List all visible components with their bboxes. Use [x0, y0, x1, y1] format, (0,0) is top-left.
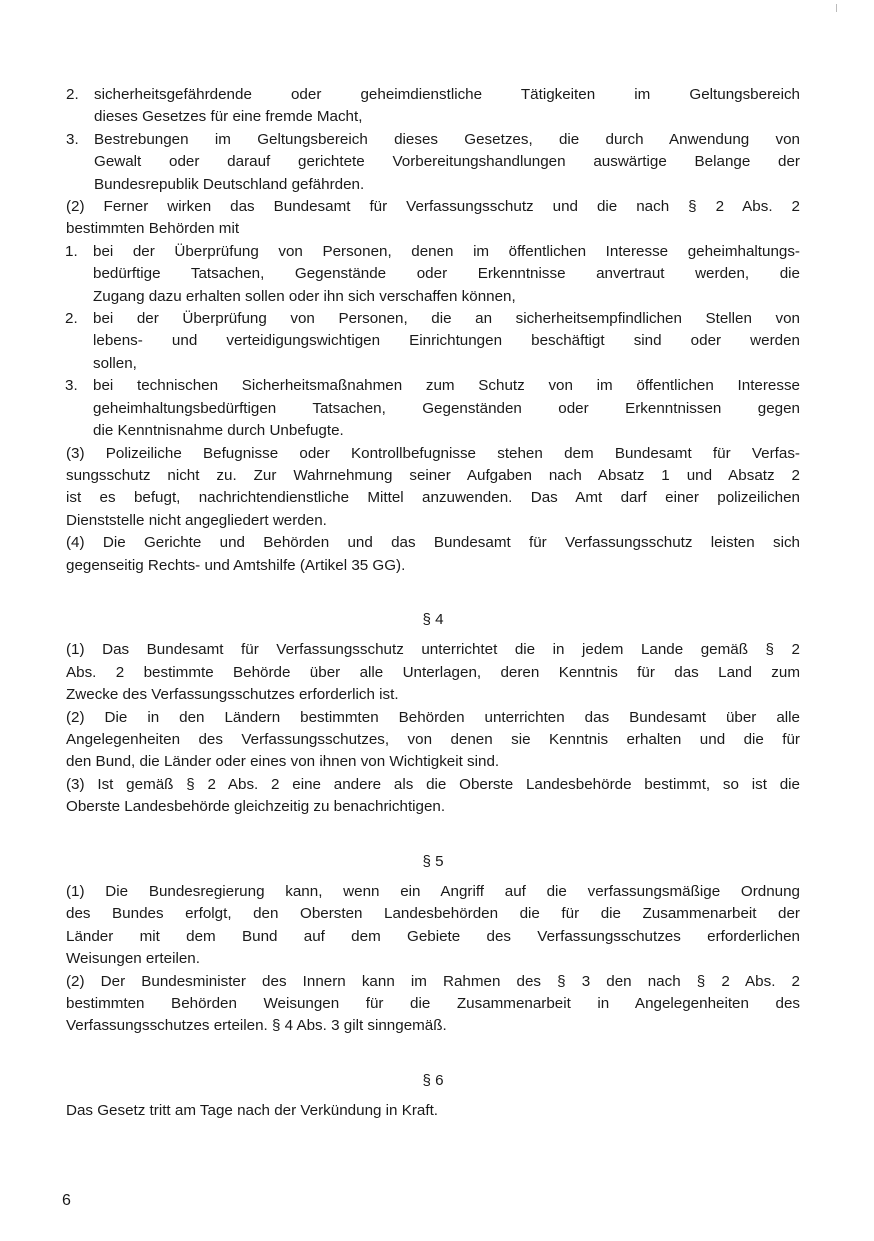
text-line: (4) Die Gerichte und Behörden und das Bundesamt für Verfassungsschutz leisten sich	[66, 534, 800, 552]
list-item-3b	[66, 375, 800, 442]
list-item-2b	[66, 308, 800, 375]
text-line: bei technischen Sicherheitsmaßnahmen zum Schutz von im öffentlichen Interesse	[93, 377, 800, 395]
text-line: des Bundes erfolgt, den Obersten Landesbehörden die für die Zusammenarbeit der	[66, 905, 800, 923]
text-line: Verfassungsschutzes erteilen. § 4 Abs. 3 gilt sinngemäß.	[66, 1017, 447, 1035]
text-line: Weisungen erteilen.	[66, 950, 200, 968]
paragraph-abs2	[66, 196, 800, 241]
text-line: Angelegenheiten des Verfassungsschutzes, von denen sie Kenntnis erhalten und die für	[66, 730, 800, 748]
section-5	[66, 881, 800, 1038]
list-item-3	[66, 129, 800, 196]
page-number: 6	[62, 1192, 71, 1209]
text-line: Zugang dazu erhalten sollen oder ihn sich verschaffen können,	[93, 287, 516, 305]
text-line: bei der Überprüfung von Personen, die an sicherheitsempfindlichen Stellen von	[93, 310, 800, 328]
text-line: den Bund, die Länder oder eines von ihnen von Wichtigkeit sind.	[66, 753, 500, 771]
text-line: bedürftige Tatsachen, Gegenstände oder Erkenntnisse anvertraut werden, die	[93, 265, 800, 283]
section-6	[66, 1100, 800, 1122]
text-line: (1) Das Bundesamt für Verfassungsschutz unterrichtet die in jedem Lande gemäß § 2	[66, 641, 800, 659]
list-number: 2.	[66, 86, 79, 103]
text-line: Das Gesetz tritt am Tage nach der Verkündung in Kraft.	[66, 1102, 439, 1120]
text-line: sollen,	[93, 354, 137, 372]
text-line: gegenseitig Rechts- und Amtshilfe (Artikel 35 GG).	[66, 556, 406, 574]
text-line: (3) Polizeiliche Befugnisse oder Kontrollbefugnisse stehen dem Bundesamt für Verfas-	[66, 444, 800, 462]
text-line: (2) Ferner wirken das Bundesamt für Verfassungsschutz und die nach § 2 Abs. 2	[66, 198, 800, 216]
list-item-1	[66, 241, 800, 308]
section-heading-5: § 5	[422, 852, 444, 870]
text-line: die Kenntnisnahme durch Unbefugte.	[93, 422, 344, 440]
text-line: (1) Die Bundesregierung kann, wenn ein Angriff auf die verfassungsmäßige Ordnung	[66, 883, 800, 900]
text-line: Bestrebungen im Geltungsbereich dieses Gesetzes, die durch Anwendung von	[94, 130, 800, 148]
text-line: Abs. 2 bestimmte Behörde über alle Unterlagen, deren Kenntnis für das Land zum	[66, 663, 800, 681]
text-line: lebens- und verteidigungswichtigen Einrichtungen beschäftigt sind oder werden	[93, 332, 800, 350]
list-number: 3.	[65, 377, 78, 395]
text-line: Gewalt oder darauf gerichtete Vorbereitungshandlungen auswärtige Belange der	[94, 153, 800, 171]
text-line: bestimmten Behörden Weisungen für die Zusammenarbeit in Angelegenheiten des	[66, 995, 800, 1013]
list-number: 3.	[66, 130, 79, 148]
paragraph-abs3	[66, 443, 800, 533]
text-line: dieses Gesetzes für eine fremde Macht,	[94, 108, 363, 126]
text-line: sicherheitsgefährdende oder geheimdienstliche Tätigkeiten im Geltungsbereich	[94, 86, 800, 103]
text-line: bei der Überprüfung von Personen, denen im öffentlichen Interesse geheimhaltungs-	[93, 242, 800, 260]
paragraph-abs4	[66, 532, 800, 577]
text-line: bestimmten Behörden mit	[66, 220, 240, 238]
text-line: Bundesrepublik Deutschland gefährden.	[94, 175, 365, 193]
list-number: 2.	[65, 310, 78, 328]
text-line: geheimhaltungsbedürftigen Tatsachen, Gegenständen oder Erkenntnissen gegen	[93, 399, 800, 417]
section-heading-4: § 4	[422, 610, 444, 628]
text-line: (3) Ist gemäß § 2 Abs. 2 eine andere als die Oberste Landesbehörde bestimmt, so ist die	[66, 775, 800, 793]
text-line: Dienststelle nicht angegliedert werden.	[66, 511, 327, 529]
text-line: (2) Der Bundesminister des Innern kann im Rahmen des § 3 den nach § 2 Abs. 2	[66, 972, 800, 990]
text-line: Zwecke des Verfassungsschutzes erforderlich ist.	[66, 686, 399, 704]
section-heading-6: § 6	[422, 1071, 444, 1089]
text-line: sungsschutz nicht zu. Zur Wahrnehmung seiner Aufgaben nach Absatz 1 und Absatz 2	[66, 466, 800, 484]
text-line: ist es befugt, nachrichtendienstliche Mittel anzuwenden. Das Amt darf einer polizeilichen	[66, 489, 800, 507]
text-line: Oberste Landesbehörde gleichzeitig zu benachrichtigen.	[66, 798, 446, 816]
document-body	[66, 84, 800, 1123]
list-number: 1.	[65, 242, 78, 260]
text-line: (2) Die in den Ländern bestimmten Behörden unterrichten das Bundesamt über alle	[66, 708, 800, 726]
section-4	[66, 639, 800, 818]
scan-mark	[836, 4, 837, 12]
list-item-2	[66, 84, 800, 129]
text-line: Länder mit dem Bund auf dem Gebiete des Verfassungsschutzes erforderlichen	[66, 927, 800, 945]
